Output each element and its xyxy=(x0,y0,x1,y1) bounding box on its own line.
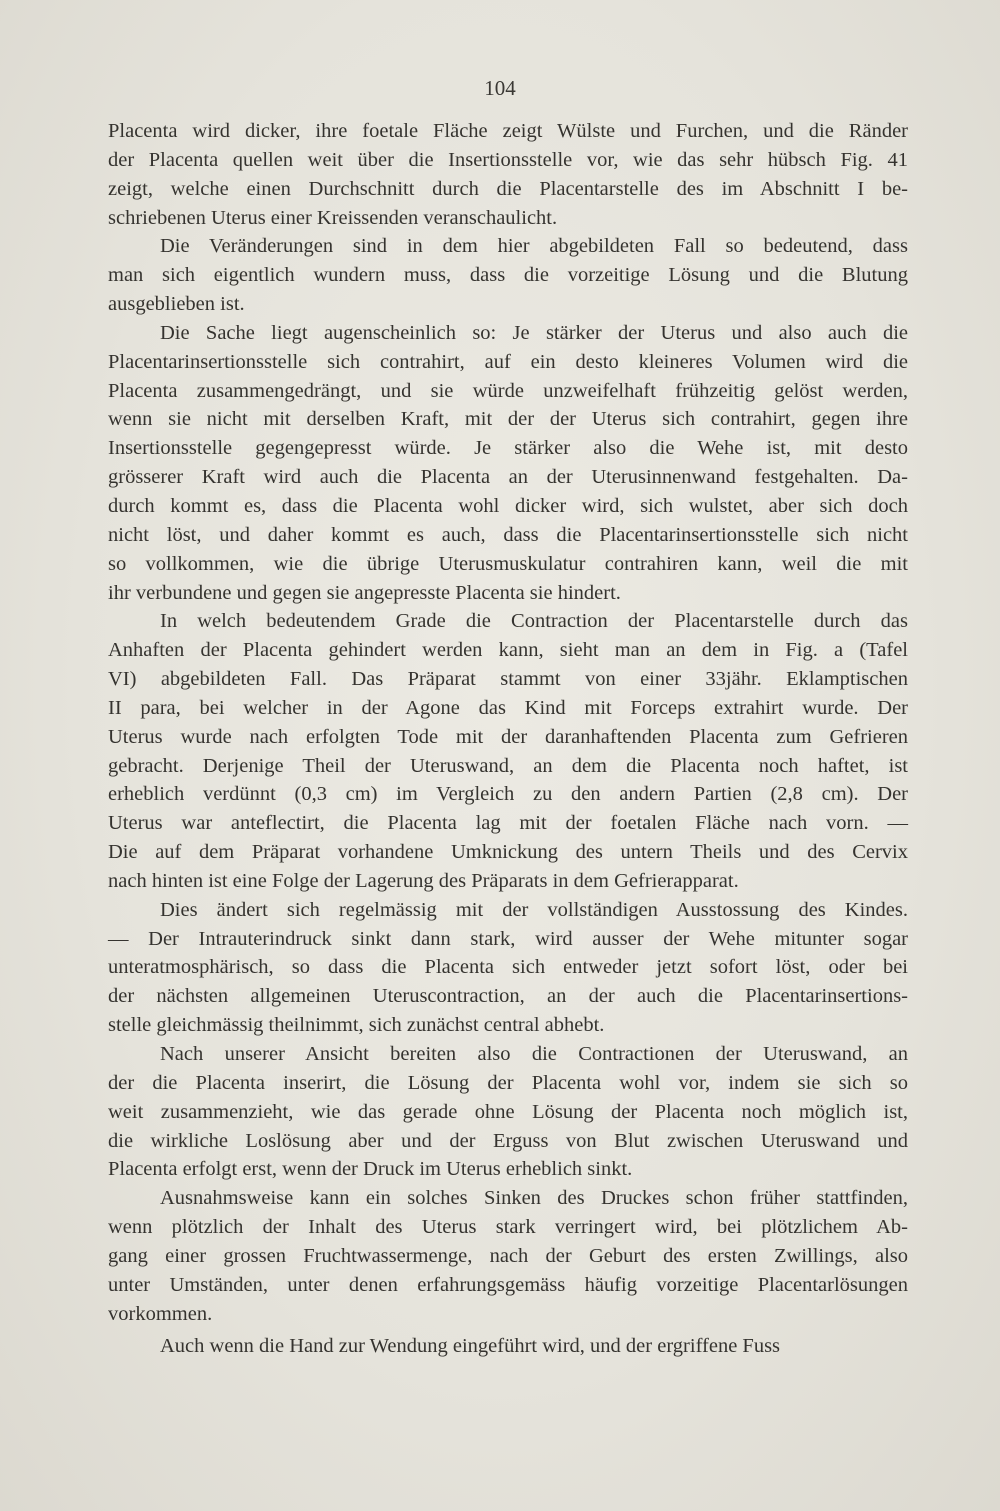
body-text xyxy=(108,117,908,1361)
text-line: Die Sache liegt augenscheinlich so: Je stärker der Uterus und also auch die xyxy=(160,321,908,344)
text-line: der die Placenta inserirt, die Lösung der Placenta wohl vor, indem sie sich so xyxy=(108,1071,908,1094)
text-line: ihr verbundene und gegen sie angepresste Placenta sie hindert. xyxy=(108,581,621,604)
paragraph xyxy=(108,232,908,319)
text-line: Placenta wird dicker, ihre foetale Fläche zeigt Wülste und Furchen, und die Ränder xyxy=(108,120,908,142)
text-line: nicht löst, und daher kommt es auch, dass die Placentarinsertionsstelle sich nicht xyxy=(108,523,908,546)
text-line: Uterus war anteflectirt, die Placenta lag mit der foetalen Fläche nach vorn. — xyxy=(108,812,908,835)
text-line: erheblich verdünnt (0,3 cm) im Vergleich zu den andern Partien (2,8 cm). Der xyxy=(108,783,908,806)
text-line: Die Veränderungen sind in dem hier abgebildeten Fall so bedeutend, dass xyxy=(160,235,908,258)
text-line: weit zusammenzieht, wie das gerade ohne Lösung der Placenta noch möglich ist, xyxy=(108,1100,908,1123)
text-line: — Der Intrauterindruck sinkt dann stark, wird ausser der Wehe mitunter sogar xyxy=(108,927,908,950)
text-line: so vollkommen, wie die übrige Uterusmuskulatur contrahiren kann, weil die mit xyxy=(108,552,908,575)
paragraph xyxy=(108,1184,908,1328)
text-line: durch kommt es, dass die Placenta wohl dicker wird, sich wulstet, aber sich doch xyxy=(108,494,908,517)
text-line: II para, bei welcher in der Agone das Kind mit Forceps extrahirt wurde. Der xyxy=(108,696,908,719)
text-line: nach hinten ist eine Folge der Lagerung des Präparats in dem Gefrierapparat. xyxy=(108,869,739,892)
text-line: Insertionsstelle gegengepresst würde. Je stärker also die Wehe ist, mit desto xyxy=(108,437,908,460)
text-line: Placenta erfolgt erst, wenn der Druck im Uterus erheblich sinkt. xyxy=(108,1158,633,1181)
text-line: grösserer Kraft wird auch die Placenta an der Uterusinnenwand festgehalten. Da- xyxy=(108,466,908,489)
paragraph xyxy=(108,1332,908,1361)
text-line: der Placenta quellen weit über die Insertionsstelle vor, wie das sehr hübsch Fig. 41 xyxy=(108,148,908,171)
paragraph xyxy=(108,607,908,895)
text-line: wenn sie nicht mit derselben Kraft, mit der der Uterus sich contrahirt, gegen ihre xyxy=(108,408,908,431)
text-line: unteratmosphärisch, so dass die Placenta sich entweder jetzt sofort löst, oder bei xyxy=(108,956,908,979)
text-line: unter Umständen, unter denen erfahrungsgemäss häufig vorzeitige Placentarlösungen xyxy=(108,1273,908,1296)
text-line: man sich eigentlich wundern muss, dass die vorzeitige Lösung und die Blutung xyxy=(108,264,908,287)
text-line: vorkommen. xyxy=(108,1302,213,1325)
text-line: In welch bedeutendem Grade die Contraction der Placentarstelle durch das xyxy=(160,610,908,633)
text-line: schriebenen Uterus einer Kreissenden veranschaulicht. xyxy=(108,206,558,229)
page-number: 104 xyxy=(484,76,516,100)
text-line: ausgeblieben ist. xyxy=(108,293,245,316)
text-line: wenn plötzlich der Inhalt des Uterus stark verringert wird, bei plötzlichem Ab- xyxy=(108,1216,908,1239)
text-line: stelle gleichmässig theilnimmt, sich zunächst central abhebt. xyxy=(108,1014,605,1037)
text-line: zeigt, welche einen Durchschnitt durch die Placentarstelle des im Abschnitt I be- xyxy=(108,177,908,200)
text-line: Placentarinsertionsstelle sich contrahirt, auf ein desto kleineres Volumen wird die xyxy=(108,350,908,373)
text-line: VI) abgebildeten Fall. Das Präparat stammt von einer 33jähr. Eklamptischen xyxy=(108,668,908,691)
text-line: Die auf dem Präparat vorhandene Umknickung des untern Theils und des Cervix xyxy=(108,841,908,864)
text-line: Uterus wurde nach erfolgten Tode mit der daranhaftenden Placenta zum Gefrieren xyxy=(108,725,908,748)
text-line: die wirkliche Loslösung aber und der Erguss von Blut zwischen Uteruswand und xyxy=(108,1129,908,1152)
paragraph xyxy=(108,896,908,1040)
text-line: Anhaften der Placenta gehindert werden kann, sieht man an dem in Fig. a (Tafel xyxy=(108,639,908,662)
paragraph xyxy=(108,1040,908,1184)
text-line: Dies ändert sich regelmässig mit der vollständigen Ausstossung des Kindes. xyxy=(160,898,908,921)
text-line: Nach unserer Ansicht bereiten also die Contractionen der Uteruswand, an xyxy=(160,1043,908,1065)
paragraph xyxy=(108,319,908,607)
text-line: Placenta zusammengedrängt, und sie würde unzweifelhaft frühzeitig gelöst werden, xyxy=(108,379,908,402)
text-line: Ausnahmsweise kann ein solches Sinken des Druckes schon früher stattfinden, xyxy=(160,1187,908,1210)
text-line: gebracht. Derjenige Theil der Uteruswand, an dem die Placenta noch haftet, ist xyxy=(108,754,908,777)
text-line: gang einer grossen Fruchtwassermenge, nach der Geburt des ersten Zwillings, also xyxy=(108,1244,908,1267)
paragraph xyxy=(108,117,908,232)
text-line: Auch wenn die Hand zur Wendung eingeführt wird, und der ergriffene Fuss xyxy=(160,1335,781,1358)
text-line: der nächsten allgemeinen Uteruscontraction, an der auch die Placentarinsertions- xyxy=(108,985,908,1008)
